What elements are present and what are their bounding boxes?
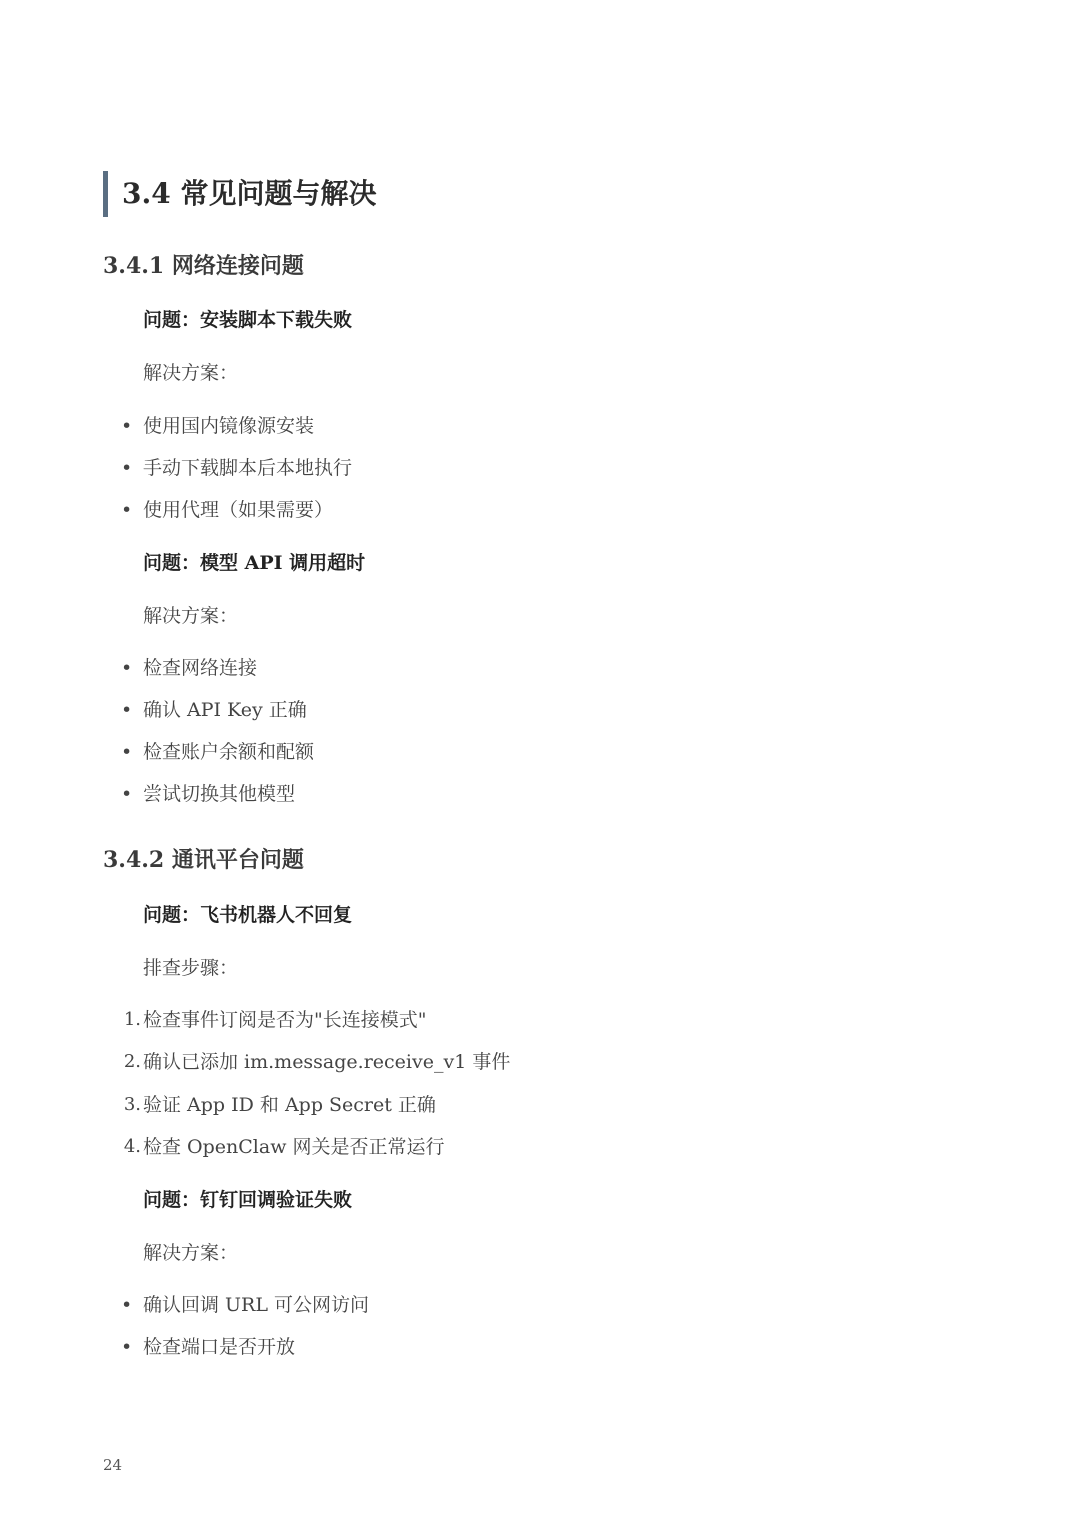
bullet-icon: • xyxy=(121,499,133,521)
problem-title: 问题：模型 API 调用超时 xyxy=(143,552,366,574)
list-item-text: 确认 API Key 正确 xyxy=(143,699,307,721)
list-item xyxy=(121,696,307,724)
bullet-icon: • xyxy=(121,783,133,805)
list-item-text: 确认已添加 im.message.receive_v1 事件 xyxy=(143,1051,511,1073)
list-number: 4. xyxy=(123,1136,141,1157)
bullet-icon: • xyxy=(121,699,133,721)
problem-title: 问题：钉钉回调验证失败 xyxy=(143,1189,353,1211)
page-number: 24 xyxy=(103,1456,123,1474)
problem-title: 问题：飞书机器人不回复 xyxy=(143,904,353,926)
list-item xyxy=(121,412,315,440)
list-number: 1. xyxy=(123,1009,141,1030)
list-item-text: 确认回调 URL 可公网访问 xyxy=(143,1294,370,1316)
problem-title: 问题：安装脚本下载失败 xyxy=(143,309,353,331)
bullet-icon: • xyxy=(121,415,133,437)
list-item-text: 检查事件订阅是否为"长连接模式" xyxy=(143,1009,427,1031)
list-item-text: 尝试切换其他模型 xyxy=(143,783,296,805)
list-item-text: 检查网络连接 xyxy=(143,657,258,679)
list-item xyxy=(121,496,334,524)
section-heading: 3.4 常见问题与解决 xyxy=(103,171,376,217)
list-item xyxy=(121,780,296,808)
list-item-text: 使用代理（如果需要） xyxy=(143,499,334,521)
list-item-text: 使用国内镜像源安装 xyxy=(143,415,315,437)
solution-label: 解决方案： xyxy=(143,605,239,627)
list-item-text: 验证 App ID 和 App Secret 正确 xyxy=(143,1094,436,1116)
list-number: 2. xyxy=(123,1051,141,1072)
subsection-heading-platform: 3.4.2 通讯平台问题 xyxy=(103,847,304,873)
list-item xyxy=(121,738,315,766)
list-item-text: 检查账户余额和配额 xyxy=(143,741,315,763)
ordered-list-item xyxy=(123,1091,436,1119)
bullet-icon: • xyxy=(121,457,133,479)
subsection-heading-network: 3.4.1 网络连接问题 xyxy=(103,253,304,279)
bullet-icon: • xyxy=(121,1294,133,1316)
bullet-icon: • xyxy=(121,741,133,763)
list-item xyxy=(121,654,258,682)
ordered-list-item xyxy=(123,1048,511,1076)
ordered-list-item xyxy=(123,1133,445,1161)
list-item xyxy=(121,454,353,482)
steps-label: 排查步骤： xyxy=(143,957,239,979)
list-item xyxy=(121,1333,296,1361)
list-item xyxy=(121,1291,370,1319)
solution-label: 解决方案： xyxy=(143,1242,239,1264)
solution-label: 解决方案： xyxy=(143,362,239,384)
ordered-list-item xyxy=(123,1006,427,1034)
bullet-icon: • xyxy=(121,1336,133,1358)
list-item-text: 检查端口是否开放 xyxy=(143,1336,296,1358)
list-item-text: 检查 OpenClaw 网关是否正常运行 xyxy=(143,1136,445,1158)
list-item-text: 手动下载脚本后本地执行 xyxy=(143,457,353,479)
bullet-icon: • xyxy=(121,657,133,679)
list-number: 3. xyxy=(123,1094,141,1115)
